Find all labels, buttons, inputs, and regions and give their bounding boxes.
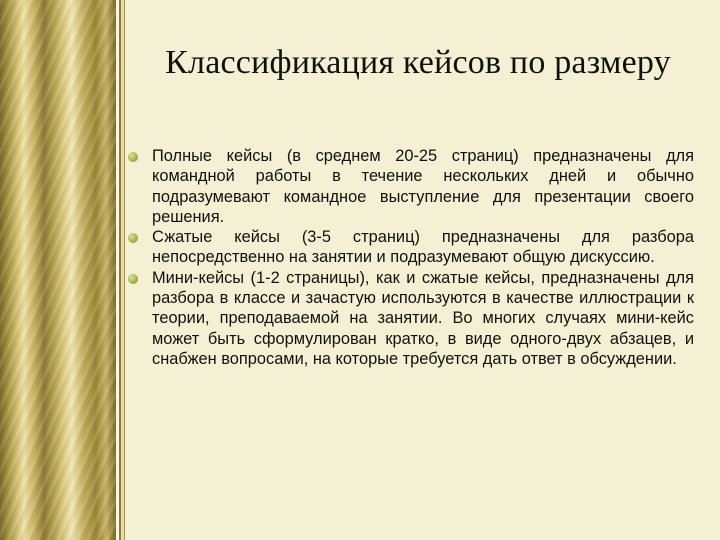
bullet-icon (128, 152, 138, 162)
slide-title: Классификация кейсов по размеру (165, 44, 671, 81)
bullet-icon (128, 274, 138, 284)
bullet-icon (128, 233, 138, 243)
list-item (128, 146, 694, 227)
list-item (128, 227, 694, 268)
list-item-text: Сжатые кейсы (3-5 страниц) предназначены для разбора непосредственно на занятии и подразумевают общую дискуссию. (152, 228, 694, 267)
list-item (128, 268, 694, 369)
decorative-gold-border (0, 0, 116, 540)
list-item-text: Полные кейсы (в среднем 20-25 страниц) предназначены для командной работы в течение нескольких дней и обычно подразумевают командное выступление для презентации своего решения. (152, 147, 694, 226)
bullet-list (128, 146, 694, 369)
decorative-stripe (124, 0, 125, 540)
list-item-text: Мини-кейсы (1-2 страницы), как и сжатые кейсы, предназначены для разбора в классе и зачастую используются в качестве иллюстрации к теории, преподаваемой на занятии. Во многих случаях мини-кейс может быть сформулирован кратко, в виде одного-двух абзацев, и снабжен вопросами, на которые требуется дать ответ в обсуждении. (152, 268, 694, 368)
